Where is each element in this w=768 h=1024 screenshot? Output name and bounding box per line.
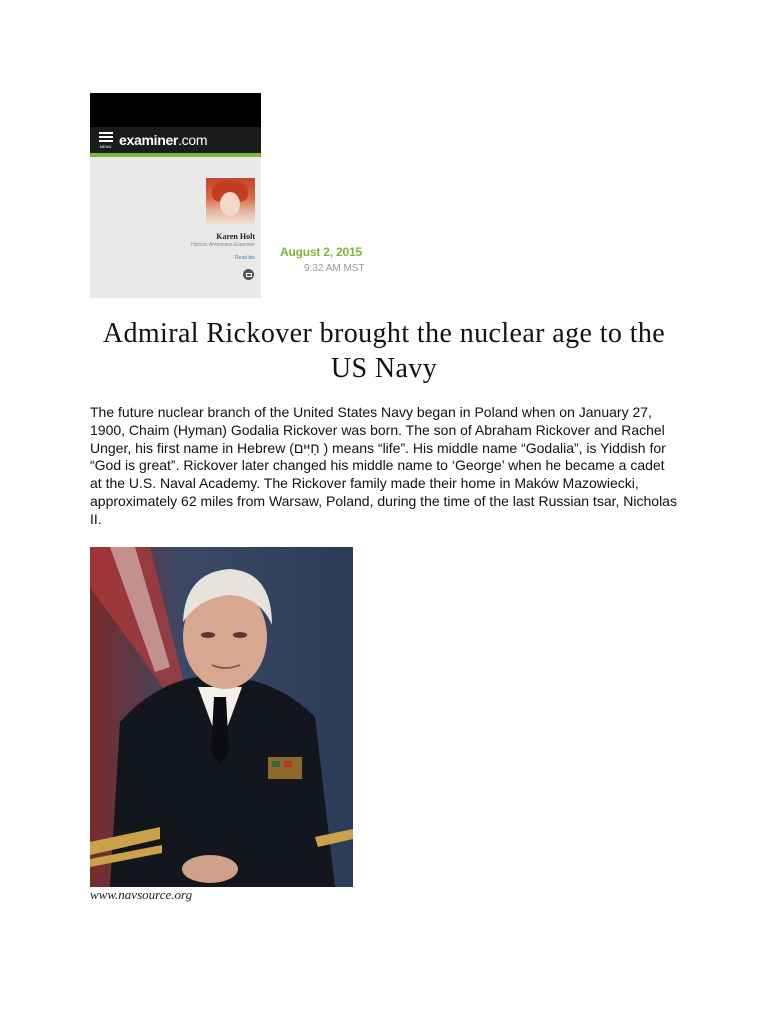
publish-time: 9:32 AM MST xyxy=(304,263,365,274)
rickover-portrait-photo xyxy=(90,547,353,887)
article-paragraph: The future nuclear branch of the United States Navy began in Poland when on January 27, 1900, Chaim (Hyman) Godalia Rickover was born. The son of Abraham Rickover and Rachel Unger, his first name in Hebrew (חַיִּים ) means “life”. His middle name “Godalia”, is Yiddish for “God is great”. Rickover later changed his middle name to ‘George’ when he became a cadet at the U.S. Naval Academy. The Rickover family made their home in Maków Mazowiecki, approximately 62 miles from Warsaw, Poland, during the time of the last Russian tsar, Nicholas II. xyxy=(90,404,677,527)
read-bio-link[interactable]: Read bio xyxy=(234,255,255,261)
screenshot-top-bar xyxy=(90,93,261,127)
green-accent-stripe xyxy=(90,153,261,157)
photo-caption: www.navsource.org xyxy=(90,887,193,902)
publish-date: August 2, 2015 xyxy=(280,245,362,259)
article-title: Admiral Rickover brought the nuclear age to the US Navy xyxy=(102,318,666,384)
author-role: Historic Americans Examiner xyxy=(191,242,255,248)
examiner-header-screenshot xyxy=(90,93,261,298)
examiner-nav-bar xyxy=(90,127,261,153)
menu-icon[interactable] xyxy=(98,131,113,149)
examiner-logo[interactable]: examiner.com xyxy=(119,132,208,148)
author-name: Karen Holt xyxy=(216,232,255,241)
author-avatar xyxy=(206,178,255,226)
mail-icon[interactable] xyxy=(243,269,254,280)
menu-label: MENU xyxy=(99,144,112,149)
